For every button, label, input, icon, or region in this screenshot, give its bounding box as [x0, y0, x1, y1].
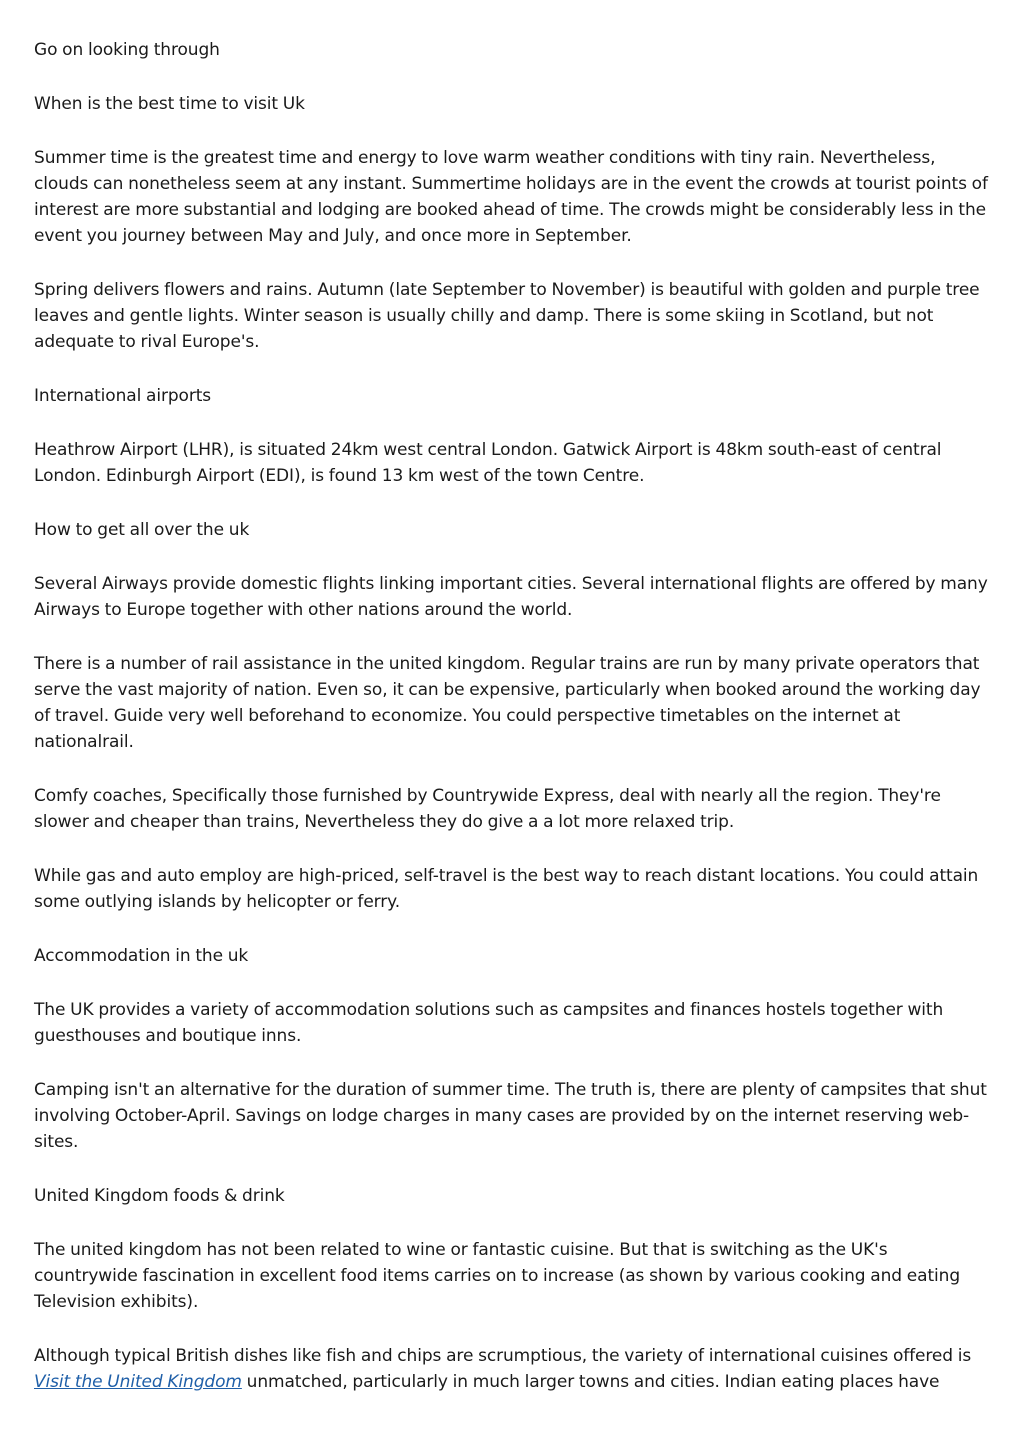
heading-airports: International airports — [34, 386, 212, 406]
paragraph-airports: Heathrow Airport (LHR), is situated 24km west central London. Gatwick Airport is 48km south-east of central London. Edinburgh Airport (EDI), is found 13 km west of the town Centre. — [34, 440, 942, 486]
heading-best-time: When is the best time to visit Uk — [34, 94, 305, 114]
paragraph-cuisine: The united kingdom has not been related to wine or fantastic cuisine. But that is switching as the UK's countrywide fascination in excellent food items carries on to increase (as shown by various cooking and eating Television exhibits). — [34, 1240, 961, 1312]
heading-accommodation: Accommodation in the uk — [34, 946, 249, 966]
paragraph-international-cuisine — [34, 1343, 990, 1395]
visit-uk-link[interactable]: Visit the United Kingdom — [34, 1372, 242, 1392]
paragraph-seasons: Spring delivers flowers and rains. Autumn (late September to November) is beautiful with golden and purple tree leaves and gentle lights. Winter season is usually chilly and damp. There is some skiing in Scotland, but not adequate to rival Europe's. — [34, 280, 980, 352]
paragraph-accommodation: The UK provides a variety of accommodation solutions such as campsites and finances hostels together with guesthouses and boutique inns. — [34, 1000, 944, 1046]
paragraph-rail: There is a number of rail assistance in the united kingdom. Regular trains are run by many private operators that serve the vast majority of nation. Even so, it can be expensive, particularly when booked around the working day of travel. Guide very well beforehand to economize. You could perspective timetables on the internet at nationalrail. — [34, 654, 981, 752]
heading-getting-around: How to get all over the uk — [34, 520, 250, 540]
intro-line: Go on looking through — [34, 40, 220, 60]
paragraph-text-after-link: unmatched, particularly in much larger towns and cities. Indian eating places have — [241, 1372, 940, 1392]
paragraph-flights: Several Airways provide domestic flights linking important cities. Several international flights are offered by many Airways to Europe together with other nations around the world. — [34, 574, 988, 620]
paragraph-text-before-link: Although typical British dishes like fish and chips are scrumptious, the variety of international cuisines offered is — [34, 1346, 972, 1366]
paragraph-camping: Camping isn't an alternative for the duration of summer time. The truth is, there are plenty of campsites that shut involving October-April. Savings on lodge charges in many cases are provided by on the internet reserving web-sites. — [34, 1080, 987, 1152]
heading-food-drink: United Kingdom foods & drink — [34, 1186, 285, 1206]
paragraph-summer: Summer time is the greatest time and energy to love warm weather conditions with tiny rain. Nevertheless, clouds can nonetheless seem at any instant. Summertime holidays are in the event the crowds at tourist points of interest are more substantial and lodging are booked ahead of time. The crowds might be considerably less in the event you journey between May and July, and once more in September. — [34, 148, 988, 246]
paragraph-self-drive: While gas and auto employ are high-priced, self-travel is the best way to reach distant locations. You could attain some outlying islands by helicopter or ferry. — [34, 866, 979, 912]
paragraph-coaches: Comfy coaches, Specifically those furnished by Countrywide Express, deal with nearly all the region. They're slower and cheaper than trains, Nevertheless they do give a a lot more relaxed trip. — [34, 786, 941, 832]
